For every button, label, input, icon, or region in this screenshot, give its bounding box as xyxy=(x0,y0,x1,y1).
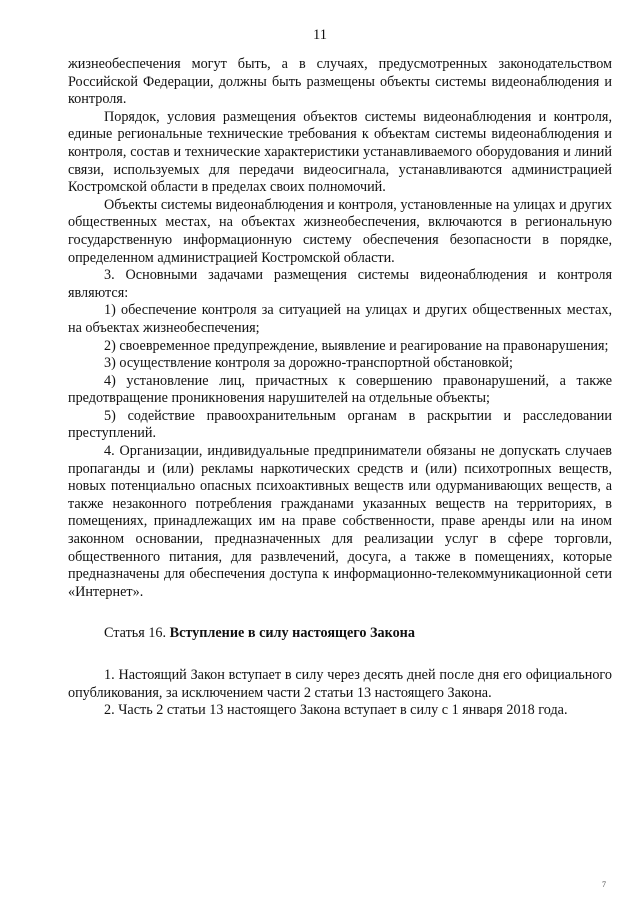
section-spacer xyxy=(68,601,612,625)
paragraph-regional-system: Объекты системы видеонаблюдения и контроля, установленные на улицах и других общественных местах, на объектах жизнеобеспечения, включаются в региональную государственную информационную систему обеспечения безопасности в порядке, определенном администрацией Костромской области. xyxy=(68,196,612,266)
paragraph-entry-into-force-1: 1. Настоящий Закон вступает в силу через десять дней после дня его официального опубликования, за исключением части 2 статьи 13 настоящего Закона. xyxy=(68,667,612,701)
list-item-task-1: 1) обеспечение контроля за ситуацией на улицах и других общественных местах, на объектах жизнеобеспечения; xyxy=(68,302,612,336)
list-item-task-4: 4) установление лиц, причастных к совершению правонарушений, а также предотвращение проникновения нарушителей на отдельные объекты; xyxy=(68,372,612,407)
section-spacer xyxy=(68,643,612,667)
article-heading xyxy=(68,625,612,643)
list-item-task-2: 2) своевременное предупреждение, выявление и реагирование на правонарушения; xyxy=(104,337,609,354)
page-number: 11 xyxy=(313,27,327,43)
paragraph-organizations-obligation: 4. Организации, индивидуальные предприниматели обязаны не допускать случаев пропаганды и (или) рекламы наркотических средств и (или) психотропных веществ, новых потенциально опасных психоактивных веществ или одурманивающих веществ, а также незаконного потребления гражданами указанных веществ на территориях, в помещениях, принадлежащих им на праве собственности, праве аренды или на ином законном основании, предназначенных для реализации услуг в сфере торговли, общественного питания, для развлечений, досуга, а также в помещениях, которые предназначены для обеспечения доступа к информационно-телекоммуникационной сети «Интернет». xyxy=(68,443,612,600)
paragraph-main-tasks-intro: 3. Основными задачами размещения системы видеонаблюдения и контроля являются: xyxy=(68,267,612,301)
list-item-task-5: 5) содействие правоохранительным органам в раскрытии и расследовании преступлений. xyxy=(68,407,612,442)
article-label: Статья 16. xyxy=(104,625,167,642)
paragraph-entry-into-force-2: 2. Часть 2 статьи 13 настоящего Закона вступает в силу с 1 января 2018 года. xyxy=(104,702,568,719)
paragraph-placement-procedure: Порядок, условия размещения объектов системы видеонаблюдения и контроля, единые региональные технические требования к объектам системы видеонаблюдения и контроля, состав и технические характеристики устанавливаемого оборудования и линий связи, используемых для передачи видеосигнала, устанавливаются администрацией Костромской области в пределах своих полномочий. xyxy=(68,108,612,196)
article-title: Вступление в силу настоящего Закона xyxy=(169,625,415,642)
document-body xyxy=(68,56,612,720)
paragraph-continuation: жизнеобеспечения могут быть, а в случаях, предусмотренных законодательством Российской Федерации, должны быть размещены объекты системы видеонаблюдения и контроля. xyxy=(68,56,612,108)
corner-mark: 7 xyxy=(602,880,606,889)
list-item-task-3: 3) осуществление контроля за дорожно-транспортной обстановкой; xyxy=(104,355,513,372)
